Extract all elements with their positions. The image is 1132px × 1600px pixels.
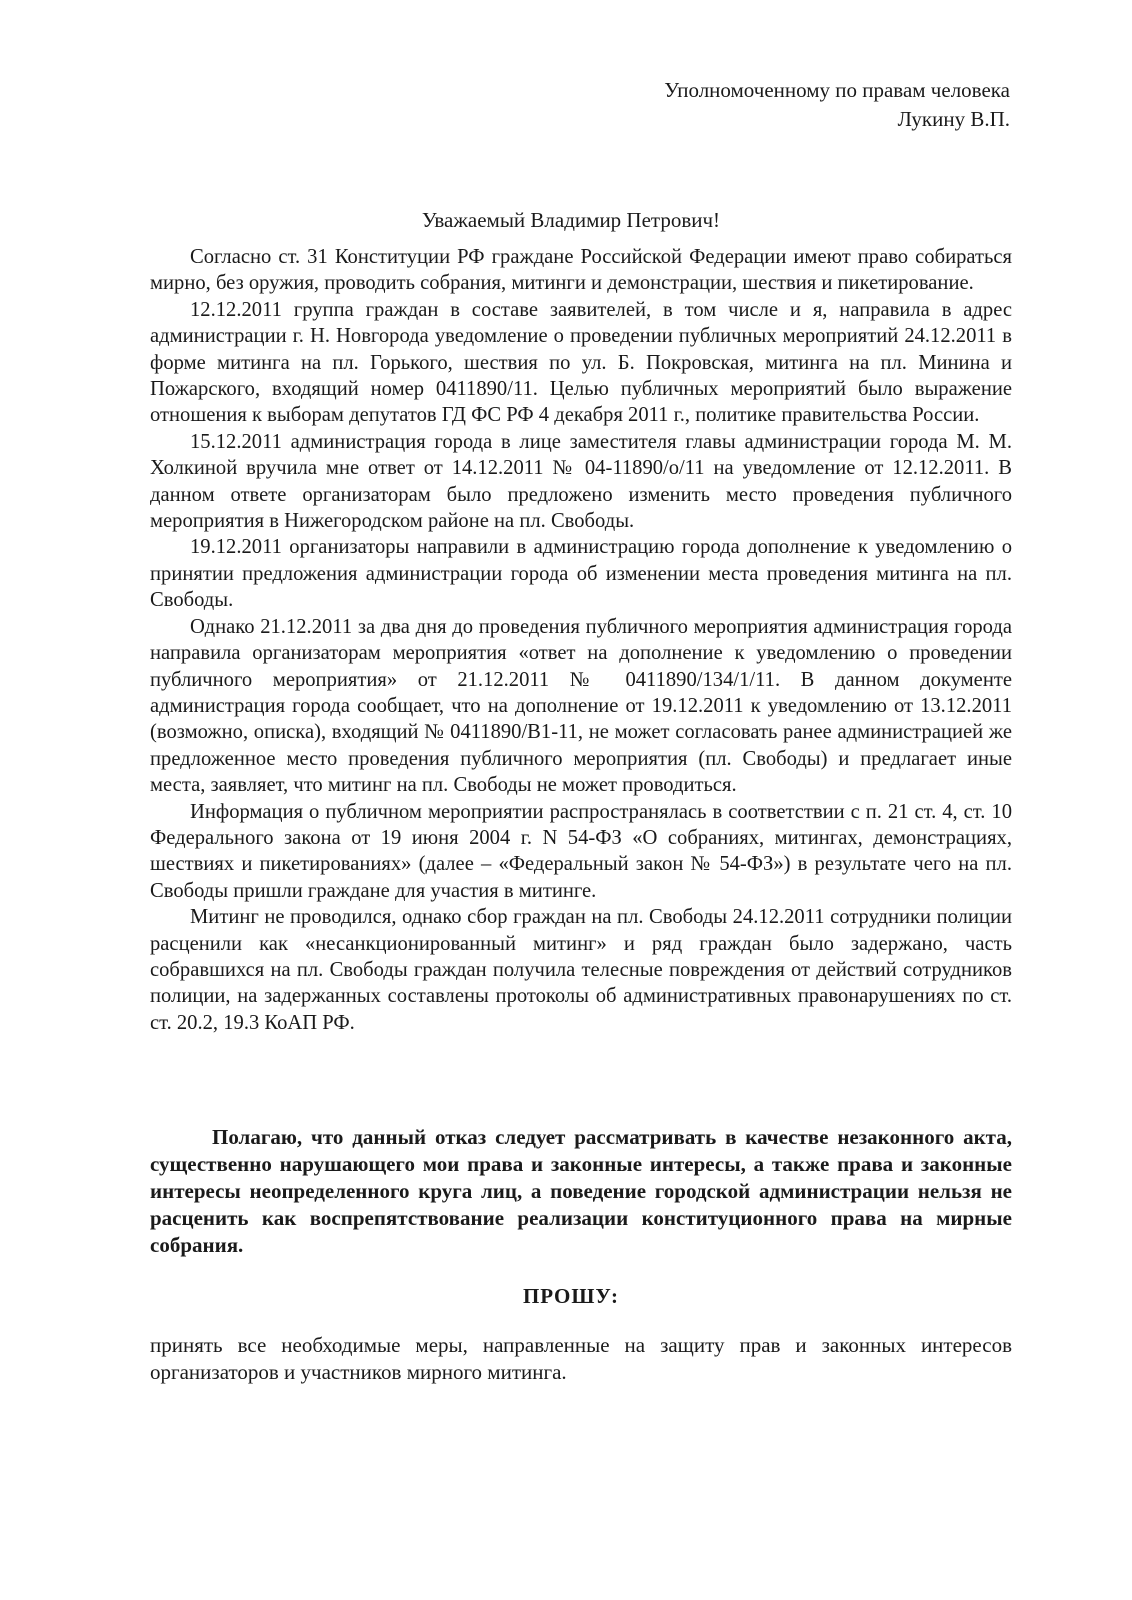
- paragraph-organizers-addendum: 19.12.2011 организаторы направили в администрацию города дополнение к уведомлению о принятии предложения администрации города об изменении места проведения митинга на пл. Свободы.: [150, 536, 1012, 612]
- paragraph-notification: 12.12.2011 группа граждан в составе заявителей, в том числе и я, направила в адрес администрации г. Н. Новгорода уведомление о проведении публичных мероприятий 24.12.2011 в форме митинга на пл. Горького, шествия по ул. Б. Покровская, митинга на пл. Минина и Пожарского, входящий номер 0411890/11. Целью публичных мероприятий было выражение отношения к выборам депутатов ГД ФС РФ 4 декабря 2011 г., политике правительства России.: [150, 298, 1012, 427]
- paragraph-constitution: Согласно ст. 31 Конституции РФ граждане Российской Федерации имеют право собираться мирно, без оружия, проводить собрания, митинги и демонстрации, шествия и пикетирование.: [150, 246, 1012, 295]
- addressee-block: [664, 76, 1010, 134]
- paragraph-refusal: Однако 21.12.2011 за два дня до проведения публичного мероприятия администрация города направила организаторам мероприятия «ответ на дополнение к уведомлению о проведении публичного мероприятия» от 21.12.2011 № 0411890/134/1/11. В данном документе администрация города сообщает, что на дополнение от 19.12.2011 к уведомлению от 13.12.2011 (возможно, описка), входящий № 0411890/В1-11, не может согласовать ранее администрацией же предложенное место проведения публичного мероприятия (пл. Свободы) и предлагает иные места, заявляет, что митинг на пл. Свободы не может проводиться.: [150, 615, 1012, 797]
- addressee-name: Лукину В.П.: [897, 107, 1010, 131]
- letter-body: [150, 244, 1012, 1036]
- greeting: Уважаемый Владимир Петрович!: [421, 208, 721, 232]
- paragraph-administration-reply: 15.12.2011 администрация города в лице заместителя главы администрации города М. М. Холкиной вручила мне ответ от 14.12.2011 № 04-11890/о/11 на уведомление от 12.12.2011. В данном ответе организаторам было предложено изменить место проведения публичного мероприятия в Нижегородском районе на пл. Свободы.: [150, 430, 1012, 533]
- request-paragraph: принять все необходимые меры, направленные на защиту прав и законных интересов организаторов и участников мирного митинга.: [150, 1333, 1012, 1384]
- addressee-title: Уполномоченному по правам человека: [664, 78, 1010, 102]
- request-heading: ПРОШУ:: [522, 1284, 620, 1308]
- conclusion-paragraph: Полагаю, что данный отказ следует рассматривать в качестве незаконного акта, существенно нарушающего мои права и законные интересы, а также права и законные интересы неопределенного круга лиц, а поведение городской администрации нельзя не расценить как воспрепятствование реализации конституционного права на мирные собрания.: [150, 1125, 1012, 1257]
- paragraph-information: Информация о публичном мероприятии распространялась в соответствии с п. 21 ст. 4, ст. 10 Федерального закона от 19 июня 2004 г. N 54-ФЗ «О собраниях, митингах, демонстрациях, шествиях и пикетированиях» (далее – «Федеральный закон № 54-ФЗ») в результате чего на пл. Свободы пришли граждане для участия в митинге.: [150, 800, 1012, 902]
- paragraph-detentions: Митинг не проводился, однако сбор граждан на пл. Свободы 24.12.2011 сотрудники полиции расценили как «несанкционированный митинг» и ряд граждан было задержано, часть собравшихся на пл. Свободы граждан получила телесные повреждения от действий сотрудников полиции, на задержанных составлены протоколы об административных правонарушениях по ст. ст. 20.2, 19.3 КоАП РФ.: [150, 906, 1012, 1034]
